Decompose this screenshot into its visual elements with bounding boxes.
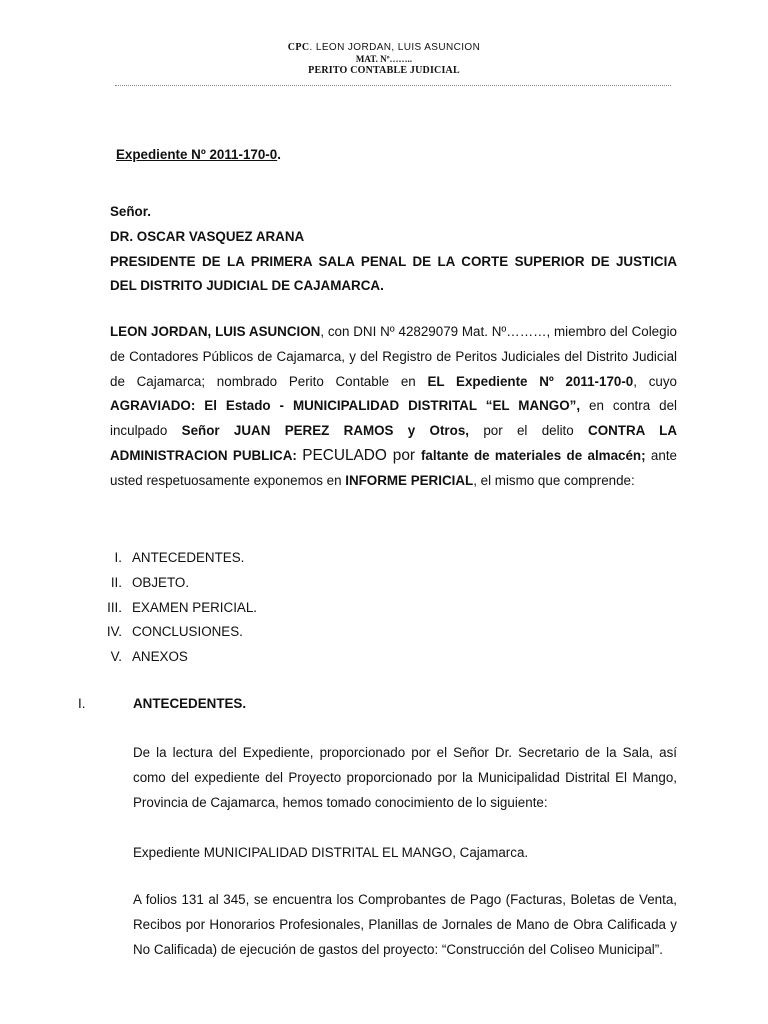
list-item-number: I. — [114, 550, 122, 565]
section-paragraph-1: De la lectura del Expediente, proporcionado por el Señor Dr. Secretario de la Sala, así como del expediente del Proyecto proporcionado por la Municipalidad Distrital El Mango, Provincia de Cajamarca, hemos tomado conocimiento de lo siguiente: — [133, 745, 677, 810]
addressee-name: DR. OSCAR VASQUEZ ARANA — [110, 228, 305, 244]
addressee-block — [110, 200, 677, 299]
list-item — [100, 620, 257, 645]
letterhead-name: . LEON JORDAN, LUIS ASUNCION — [309, 42, 481, 53]
list-item — [100, 546, 257, 571]
list-item-label: CONCLUSIONES. — [132, 624, 243, 640]
intro-text-4: por el delito — [469, 423, 589, 439]
header-divider — [115, 85, 671, 86]
intro-delito: CONTRA LA ADMINISTRACION PUBLICA: — [110, 423, 677, 463]
intro-text-2: , cuyo — [633, 373, 677, 389]
list-item-number: II. — [110, 574, 122, 590]
list-item-label: ANTECEDENTES. — [132, 550, 245, 565]
expert-name: LEON JORDAN, LUIS ASUNCION — [110, 324, 321, 339]
contents-list — [100, 546, 257, 670]
expediente-reference — [116, 143, 281, 168]
letterhead-name-line — [0, 42, 768, 54]
section-number: I. — [78, 696, 86, 711]
letterhead-role: PERITO CONTABLE JUDICIAL — [308, 65, 460, 76]
intro-text-7: , el mismo que comprende: — [473, 472, 635, 488]
letterhead-mat: MAT. Nº…….. — [355, 54, 413, 64]
intro-paragraph — [110, 320, 677, 494]
addressee-title: PRESIDENTE DE LA PRIMERA SALA PENAL DE LA CORTE SUPERIOR DE JUSTICIA DEL DISTRITO JUDICIAL DE CAJAMARCA. — [110, 253, 677, 294]
intro-text-1: , con DNI Nº 42829079 Mat. Nº………, miembro del Colegio de Contadores Públicos de Cajamarca, y del Registro de Peritos Judiciales del Distrito Judicial de Cajamarca; nombrado Perito Contable en — [110, 324, 678, 389]
list-item — [100, 571, 257, 596]
intro-text-3: en contra del inculpado — [110, 398, 677, 439]
list-item-number: III. — [107, 599, 122, 615]
intro-expediente: EL Expediente Nº 2011-170-0 — [427, 373, 634, 389]
list-item-label: ANEXOS — [132, 649, 188, 665]
expediente-period: . — [277, 147, 281, 162]
section-title: ANTECEDENTES. — [133, 696, 247, 711]
letterhead — [0, 42, 768, 77]
intro-text-5: por — [386, 446, 421, 464]
expediente-number: Expediente Nº 2011-170-0 — [116, 147, 278, 162]
letterhead-cpc: CPC — [287, 42, 310, 53]
intro-peculado: PECULADO — [302, 446, 387, 464]
list-item-label: EXAMEN PERICIAL. — [132, 599, 258, 615]
list-item-number: V. — [110, 649, 122, 665]
intro-faltante: faltante de materiales de almacén; — [420, 447, 646, 463]
intro-agraviado: AGRAVIADO: El Estado - MUNICIPALIDAD DISTRITAL “EL MANGO”, — [110, 398, 581, 414]
list-item-number: IV. — [106, 624, 122, 640]
intro-inculpado: Señor JUAN PEREZ RAMOS y Otros, — [181, 423, 469, 439]
intro-text-6: ante usted respetuosamente exponemos en — [110, 447, 677, 488]
section-paragraph-3: A folios 131 al 345, se encuentra los Comprobantes de Pago (Facturas, Boletas de Venta, Recibos por Honorarios Profesionales, Planillas de Jornales de Mano de Obra Calificada y No Calificada) de ejecución de gastos del proyecto: “Construcción del Coliseo Municipal”. — [133, 892, 677, 957]
list-item — [100, 645, 257, 670]
list-item — [100, 596, 257, 621]
list-item-label: OBJETO. — [132, 574, 190, 590]
section-paragraph-2: Expediente MUNICIPALIDAD DISTRITAL EL MANGO, Cajamarca. — [133, 845, 529, 860]
addressee-salutation: Señor. — [110, 204, 151, 219]
intro-informe: INFORME PERICIAL — [345, 472, 474, 488]
